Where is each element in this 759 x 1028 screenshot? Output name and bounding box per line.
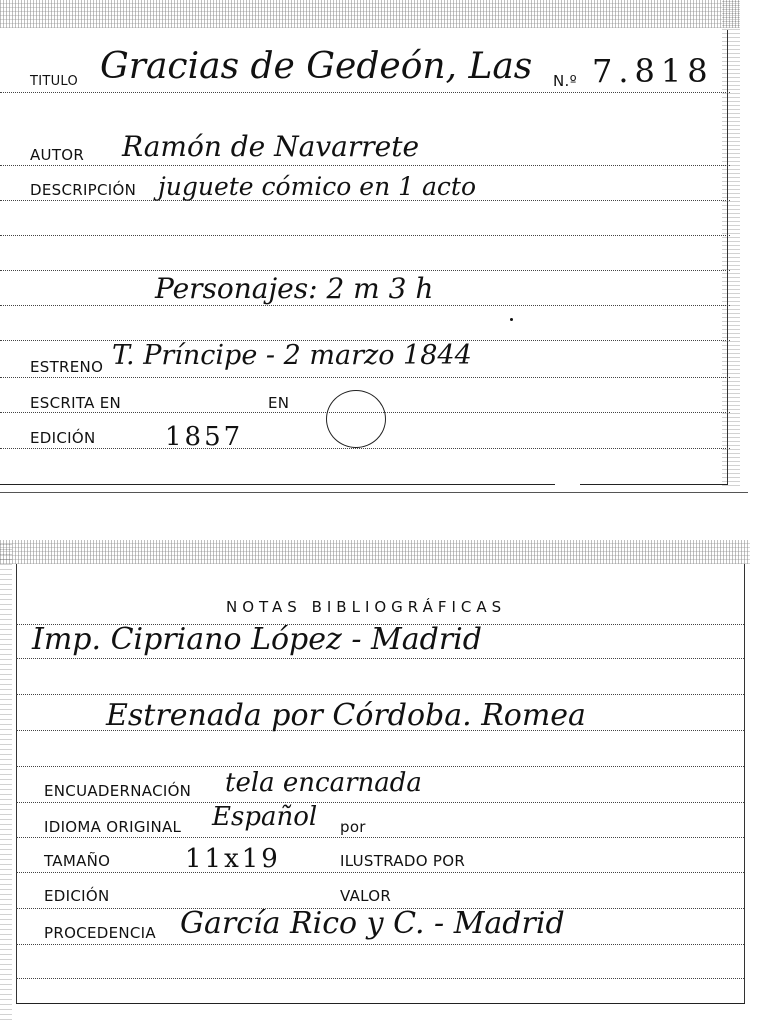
encuadernacion-value: tela encarnada — [225, 768, 422, 798]
ruled-line — [0, 305, 730, 307]
catalog-card-bottom — [0, 540, 750, 1020]
card-border-right — [744, 564, 745, 1004]
scan-edge-top — [0, 540, 750, 564]
ruled-line — [0, 92, 730, 94]
edicion-label: EDICIÓN — [44, 887, 110, 905]
card-bottom-edge — [580, 484, 728, 485]
ruled-line — [16, 802, 744, 804]
card-separator — [0, 492, 748, 493]
tamano-value: 11x19 — [185, 844, 281, 874]
ruled-line — [16, 872, 744, 874]
tamano-label: TAMAÑO — [44, 852, 111, 870]
scan-edge-top — [0, 0, 740, 28]
numero-label: N.º — [553, 72, 577, 90]
nota-2: Estrenada por Córdoba. Romea — [106, 698, 586, 733]
procedencia-value: García Rico y C. - Madrid — [180, 906, 565, 941]
ruled-line — [0, 235, 730, 237]
estreno-label: ESTRENO — [30, 358, 104, 376]
scan-edge-left — [0, 540, 12, 1020]
por-label: por — [340, 818, 366, 836]
titulo-label: TITULO — [30, 74, 79, 89]
encuadernacion-label: ENCUADERNACIÓN — [44, 782, 192, 800]
autor-label: AUTOR — [30, 146, 85, 164]
descripcion-value: juguete cómico en 1 acto — [158, 172, 476, 201]
procedencia-label: PROCEDENCIA — [44, 924, 156, 942]
ruled-line — [16, 944, 744, 946]
ruled-line — [0, 377, 730, 379]
edicion-value: 1857 — [165, 422, 244, 452]
notas-heading: NOTAS BIBLIOGRÁFICAS — [226, 598, 507, 616]
estreno-value: T. Príncipe - 2 marzo 1844 — [112, 340, 472, 371]
valor-label: VALOR — [340, 887, 392, 905]
titulo-value: Gracias de Gedeón, Las — [100, 46, 533, 87]
ink-dot — [510, 318, 513, 321]
nota-1: Imp. Cipriano López - Madrid — [32, 622, 482, 657]
card-bottom-edge — [0, 484, 555, 485]
card-border-left — [16, 564, 17, 1004]
card-border-right — [727, 30, 728, 485]
ilustrado-label: ILUSTRADO POR — [340, 852, 466, 870]
ruled-line — [0, 448, 730, 450]
idioma-value: Español — [212, 802, 318, 832]
ruled-line — [16, 694, 744, 696]
descripcion-label: DESCRIPCIÓN — [30, 181, 137, 199]
ruled-line — [0, 165, 730, 167]
ruled-line — [16, 978, 744, 980]
idioma-label: IDIOMA ORIGINAL — [44, 818, 182, 836]
catalog-card-top — [0, 0, 740, 486]
punch-hole-circle — [326, 390, 386, 448]
en-label: EN — [268, 394, 290, 412]
card-bottom-edge — [16, 1003, 745, 1004]
numero-value: 7.818 — [592, 52, 714, 90]
personajes-value: Personajes: 2 m 3 h — [155, 272, 434, 305]
escrita-label: ESCRITA EN — [30, 394, 122, 412]
ruled-line — [16, 658, 744, 660]
ruled-line — [16, 837, 744, 839]
edicion-label: EDICIÓN — [30, 429, 96, 447]
autor-value: Ramón de Navarrete — [122, 130, 420, 163]
